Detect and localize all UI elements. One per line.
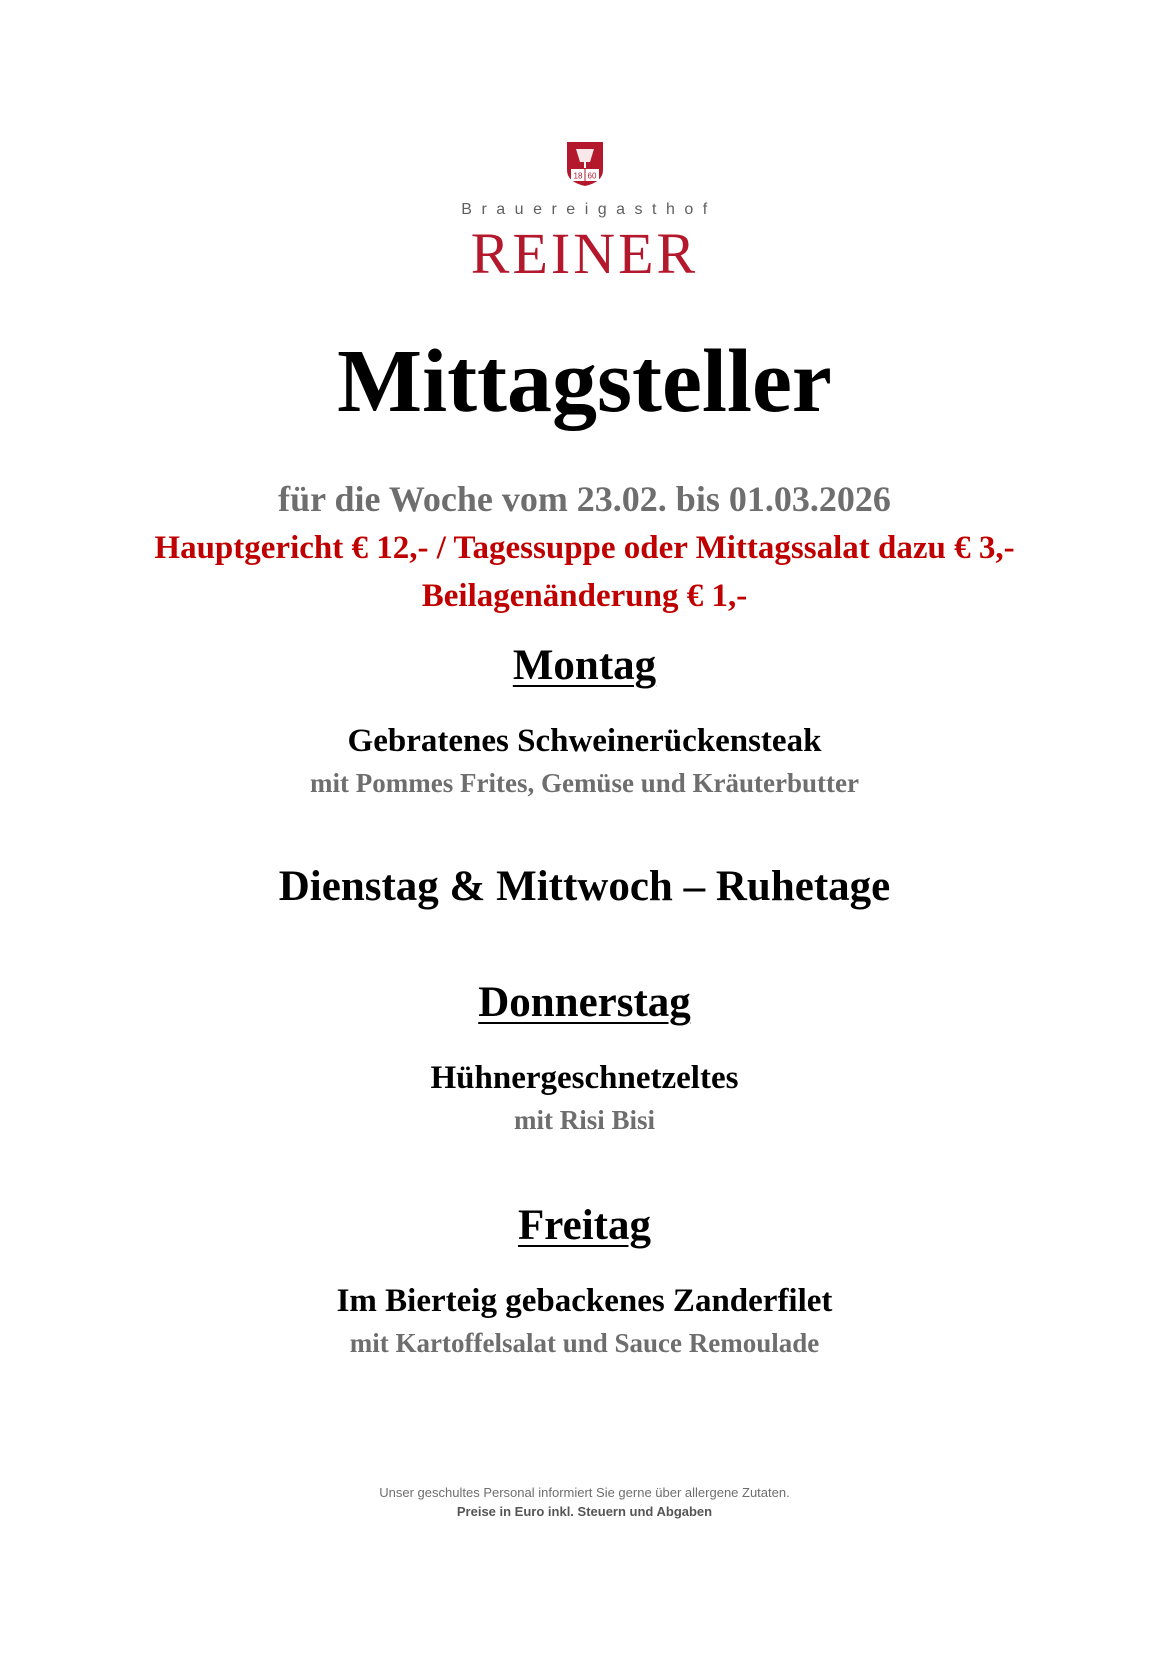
week-range: für die Woche vom 23.02. bis 01.03.2026 (278, 479, 891, 519)
allergen-note: Unser geschultes Personal informiert Sie gerne über allergene Zutaten. (379, 1485, 790, 1500)
dish-thursday: Hühnergeschnetzeltes (430, 1060, 739, 1096)
day-heading-thursday: Donnerstag (478, 979, 691, 1026)
dish-side-friday: mit Kartoffelsalat und Sauce Remoulade (349, 1328, 820, 1358)
price-note: Preise in Euro inkl. Steuern und Abgaben (456, 1504, 713, 1519)
closed-days-notice: Dienstag & Mittwoch – Ruhetage (278, 863, 891, 910)
logo-subtitle: Brauereigasthof (461, 201, 717, 218)
day-heading-friday: Freitag (518, 1202, 651, 1249)
dish-side-monday: mit Pommes Frites, Gemüse und Kräuterbutter (310, 768, 859, 798)
day-heading-monday: Montag (512, 642, 657, 689)
dish-monday: Gebratenes Schweinerückensteak (347, 723, 822, 759)
crest-year-right: 60 (587, 171, 597, 181)
dish-friday: Im Bierteig gebackenes Zanderfilet (336, 1283, 833, 1319)
logo-name: REINER (470, 221, 699, 286)
price-info-side-change: Beilagenänderung € 1,- (421, 578, 748, 614)
brewery-crest-logo (561, 140, 609, 188)
page-title: Mittagsteller (337, 332, 832, 431)
price-info-main: Hauptgericht € 12,- / Tagessuppe oder Mittagssalat dazu € 3,- (154, 530, 1015, 566)
crest-year-left: 18 (573, 171, 583, 181)
dish-side-thursday: mit Risi Bisi (513, 1105, 655, 1135)
